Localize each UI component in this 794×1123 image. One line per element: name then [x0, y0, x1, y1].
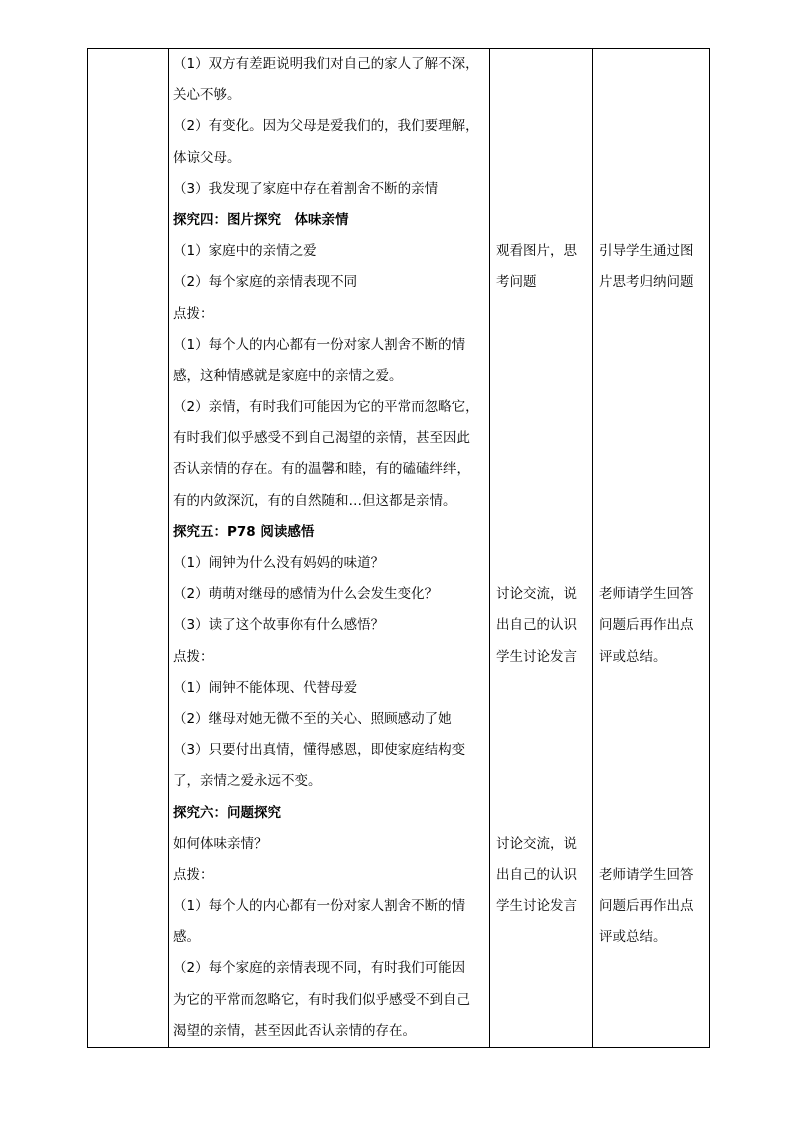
student-activity [490, 49, 592, 922]
content-line: （1）闹钟不能体现、代替母爱 [173, 679, 358, 696]
student-activity-line: 出自己的认识 [496, 617, 577, 634]
student-activity-line: 讨论交流，说 [496, 586, 577, 603]
student-activity-line: 观看图片，思 [496, 243, 577, 260]
content-line: （3）读了这个故事你有什么感悟？ [173, 617, 385, 634]
spacer-line [496, 798, 586, 829]
spacer-line [599, 361, 703, 392]
section-heading: 探究五：P78 阅读感悟 [173, 523, 315, 540]
spacer-line [599, 111, 703, 142]
spacer-line [599, 205, 703, 236]
spacer-line [496, 330, 586, 361]
spacer-line [496, 704, 586, 735]
design-intent-line: 问题后再作出点 [599, 898, 694, 915]
content-line: 为它的平常而忽略它，有时我们似乎感受不到自己 [173, 991, 470, 1008]
spacer-line [599, 143, 703, 174]
spacer-line [496, 205, 586, 236]
spacer-line [496, 517, 586, 548]
spacer-line [496, 49, 586, 80]
content-line: 有时我们似乎感受不到自己渴望的亲情，甚至因此 [173, 430, 470, 447]
spacer-line [599, 735, 703, 766]
content-line: 点拨： [173, 866, 214, 883]
section-column-cell [88, 49, 169, 1048]
section-heading: 探究六：问题探究 [173, 804, 281, 821]
content-line: 点拨： [173, 648, 214, 665]
spacer-line [599, 423, 703, 454]
content-line: 了，亲情之爱永远不变。 [173, 773, 322, 790]
spacer-line [496, 392, 586, 423]
student-activity-line: 考问题 [496, 274, 537, 291]
spacer-line [496, 111, 586, 142]
content-line: 体谅父母。 [173, 149, 241, 166]
spacer-line [496, 486, 586, 517]
design-intent-cell [593, 49, 710, 1048]
spacer-line [599, 392, 703, 423]
spacer-line [599, 798, 703, 829]
content-line: 关心不够。 [173, 87, 241, 104]
teaching-content [169, 49, 489, 1047]
spacer-line [496, 143, 586, 174]
spacer-line [496, 423, 586, 454]
content-line: （1）每个人的内心都有一份对家人割舍不断的情 [173, 336, 466, 353]
lesson-plan-table [87, 48, 710, 1048]
design-intent-line: 老师请学生回答 [599, 866, 694, 883]
content-line: （2）有变化。因为父母是爱我们的，我们要理解， [173, 118, 479, 135]
content-line: （1）闹钟为什么没有妈妈的味道？ [173, 555, 385, 571]
section-heading: 探究四：图片探究 体味亲情 [173, 211, 349, 228]
spacer-line [599, 673, 703, 704]
content-line: 有的内敛深沉，有的自然随和…但这都是亲情。 [173, 492, 457, 509]
design-intent-line: 引导学生通过图 [599, 243, 694, 260]
design-intent-line: 问题后再作出点 [599, 617, 694, 634]
spacer-line [496, 174, 586, 205]
student-activity-line: 学生讨论发言 [496, 898, 577, 915]
design-intent [593, 49, 709, 953]
student-activity-line: 出自己的认识 [496, 866, 577, 883]
spacer-line [496, 766, 586, 797]
spacer-line [599, 517, 703, 548]
spacer-line [599, 548, 703, 579]
student-activity-cell [490, 49, 593, 1048]
design-intent-line: 评或总结。 [599, 648, 667, 665]
spacer-line [496, 673, 586, 704]
content-line: （3）我发现了家庭中存在着割舍不断的亲情 [173, 180, 439, 197]
spacer-line [599, 299, 703, 330]
design-intent-line: 老师请学生回答 [599, 586, 694, 603]
spacer-line [496, 299, 586, 330]
spacer-line [496, 735, 586, 766]
table-row [88, 49, 710, 1048]
content-line: （2）亲情，有时我们可能因为它的平常而忽略它， [173, 399, 479, 416]
content-line: 点拨： [173, 305, 214, 322]
content-line: （2）萌萌对继母的感情为什么会发生变化？ [173, 586, 439, 603]
spacer-line [599, 486, 703, 517]
content-line: （3）只要付出真情，懂得感恩，即使家庭结构变 [173, 742, 466, 759]
spacer-line [599, 80, 703, 111]
student-activity-line: 学生讨论发言 [496, 648, 577, 665]
content-line: 如何体味亲情？ [173, 835, 268, 852]
spacer-line [599, 704, 703, 735]
spacer-line [599, 330, 703, 361]
content-line: 感。 [173, 929, 200, 946]
content-line: （1）每个人的内心都有一份对家人割舍不断的情 [173, 898, 466, 915]
design-intent-line: 片思考归纳问题 [599, 274, 694, 291]
content-line: 否认亲情的存在。有的温馨和睦，有的磕磕绊绊， [173, 461, 470, 478]
content-line: 感，这种情感就是家庭中的亲情之爱。 [173, 367, 403, 384]
content-line: （2）继母对她无微不至的关心、照顾感动了她 [173, 710, 452, 727]
spacer-line [599, 49, 703, 80]
content-line: （2）每个家庭的亲情表现不同，有时我们可能因 [173, 960, 466, 977]
content-line: （1）双方有差距说明我们对自己的家人了解不深， [173, 56, 479, 72]
content-line: （2）每个家庭的亲情表现不同 [173, 274, 358, 291]
teaching-content-cell [169, 49, 490, 1048]
spacer-line [599, 454, 703, 485]
design-intent-line: 评或总结。 [599, 929, 667, 946]
spacer-line [599, 174, 703, 205]
content-line: 渴望的亲情，甚至因此否认亲情的存在。 [173, 1022, 416, 1039]
content-line: （1）家庭中的亲情之爱 [173, 243, 317, 260]
spacer-line [496, 454, 586, 485]
student-activity-line: 讨论交流，说 [496, 835, 577, 852]
spacer-line [496, 80, 586, 111]
spacer-line [496, 548, 586, 579]
spacer-line [496, 361, 586, 392]
spacer-line [599, 829, 703, 860]
spacer-line [599, 766, 703, 797]
